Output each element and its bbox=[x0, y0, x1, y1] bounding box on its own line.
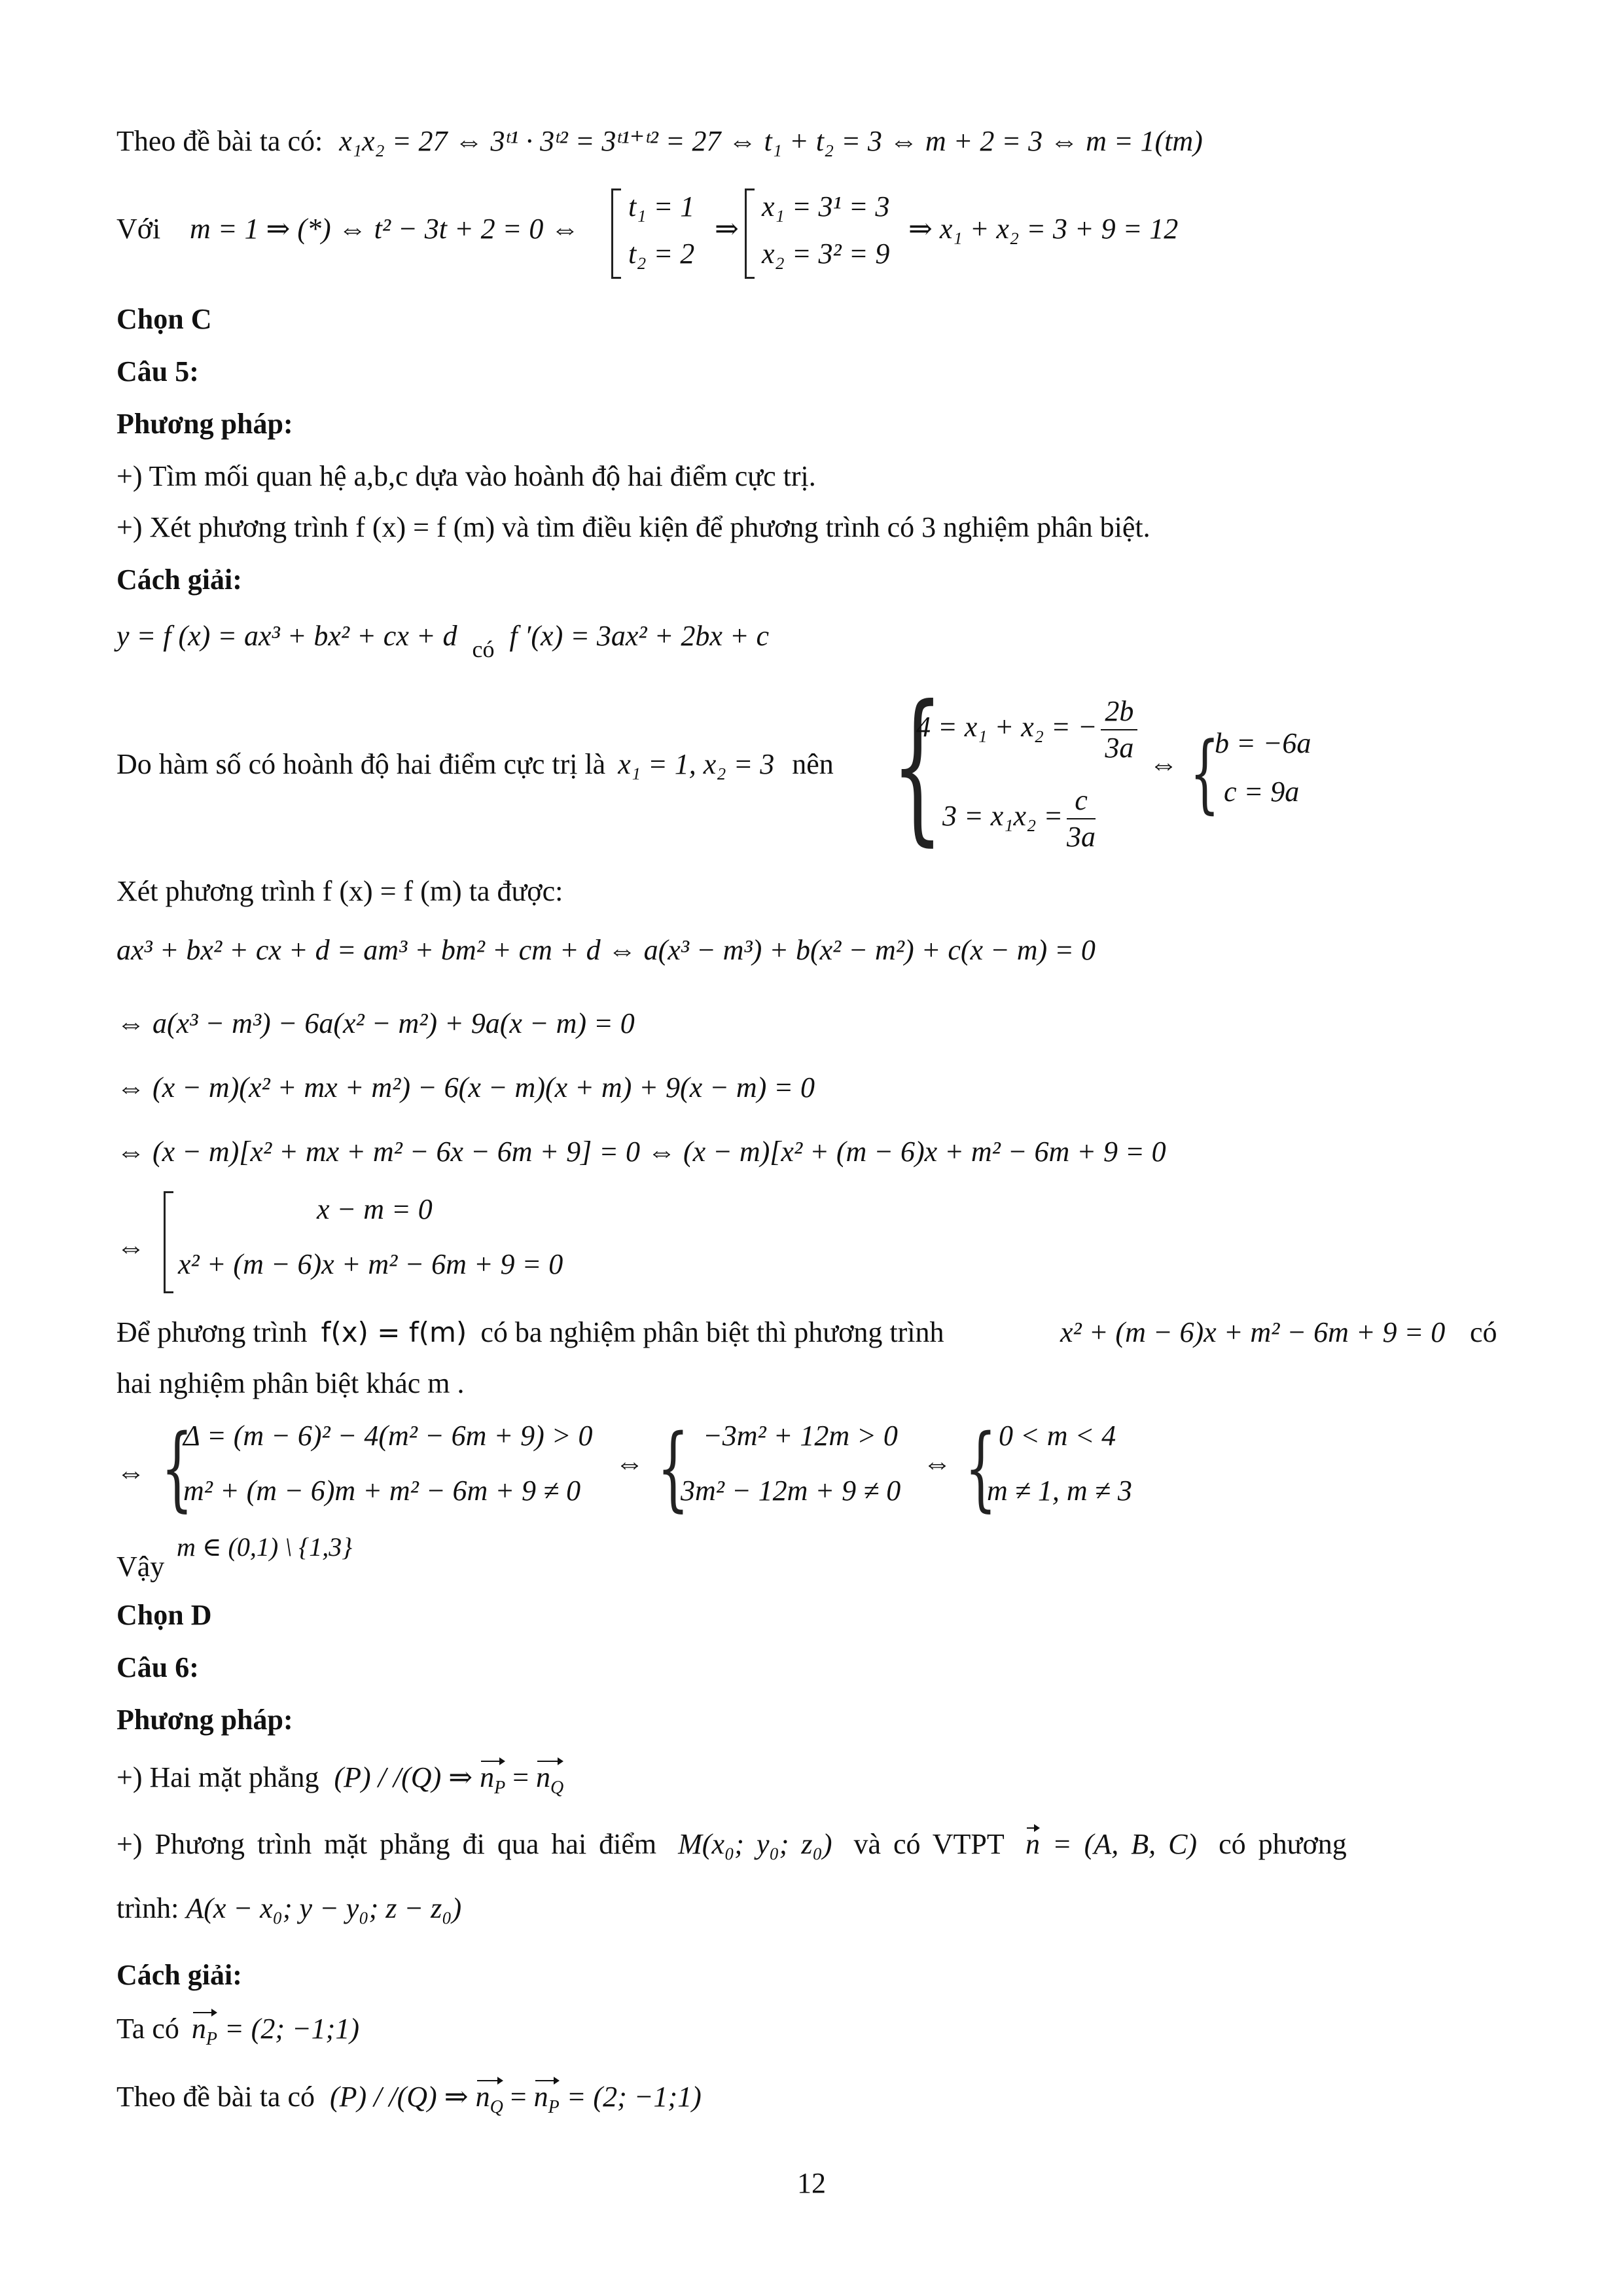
text-span: Xét phương trình f (x) = f (m) ta được: bbox=[116, 875, 563, 907]
math-expression: t₁ = 1 bbox=[628, 190, 695, 223]
system-brace: { bbox=[891, 670, 944, 861]
system-brace: { bbox=[657, 1415, 689, 1522]
math-symbol: ⇔ bbox=[116, 1456, 145, 1488]
math-expression: ⇔ (x − m)[x² + mx + m² − 6x − 6m + 9] = 0 ⇔ (x − m)[x² + (m − 6)x + m² − 6m + 9 = 0 bbox=[116, 1136, 1166, 1168]
page-number: 12 bbox=[797, 2167, 826, 2199]
math-row bbox=[942, 783, 1099, 855]
text-span: Theo đề bài ta có: bbox=[116, 125, 323, 157]
text-span: Theo đề bài ta có bbox=[116, 2081, 315, 2113]
math-expression: 3m² − 12m + 9 ≠ 0 bbox=[681, 1475, 901, 1507]
system-brace: { bbox=[161, 1415, 193, 1522]
case-bracket bbox=[745, 188, 755, 279]
math-expression: ⇒ x₁ + x₂ = 3 + 9 = 12 bbox=[908, 213, 1179, 245]
section-heading: Phương pháp: bbox=[116, 1704, 293, 1736]
text-line bbox=[116, 123, 1203, 160]
vector-symbol: n bbox=[536, 1761, 551, 1793]
text-span: có phương bbox=[1219, 1828, 1347, 1860]
text-span: +) Phương trình mặt phẳng đi qua hai điểm bbox=[116, 1828, 657, 1860]
text-span: có ba nghiệm phân biệt thì phương trình bbox=[480, 1316, 944, 1348]
normal-vector bbox=[476, 2079, 503, 2126]
math-expression: c = 9a bbox=[1224, 776, 1300, 808]
text-line bbox=[116, 873, 563, 910]
text-line bbox=[116, 618, 770, 662]
vector-subscript: Q bbox=[550, 1777, 564, 1798]
math-expression: x₂ = 3² = 9 bbox=[762, 238, 890, 270]
math-expression: m ≠ 1, m ≠ 3 bbox=[987, 1475, 1132, 1507]
vector-symbol: n bbox=[475, 2081, 490, 2113]
math-symbol: ⇔ bbox=[116, 1231, 145, 1263]
math-expression: 3 = x₁x₂ = bbox=[942, 800, 1063, 833]
math-symbol: ⇔ bbox=[615, 1447, 644, 1479]
math-expression: b = −6a bbox=[1215, 727, 1311, 759]
math-symbol: ⇒ bbox=[715, 213, 739, 245]
answer-heading: Chọn D bbox=[116, 1599, 212, 1631]
math-symbol: = bbox=[512, 1761, 529, 1793]
system-brace: { bbox=[965, 1415, 997, 1522]
math-expression: x₁ = 3¹ = 3 bbox=[762, 190, 890, 223]
math-expression: x² + (m − 6)x + m² − 6m + 9 = 0 bbox=[178, 1248, 563, 1280]
text-span: Ta có bbox=[116, 2013, 179, 2045]
section-heading: Cách giải: bbox=[116, 564, 242, 596]
numerator: 2b bbox=[1101, 694, 1137, 730]
math-expression: A(x − x₀; y − y₀; z − z₀) bbox=[186, 1892, 462, 1924]
text-span: Để phương trình bbox=[116, 1316, 308, 1348]
math-expression: x − m = 0 bbox=[317, 1193, 433, 1225]
text-line: +) Tìm mối quan hệ a,b,c dựa vào hoành độ hai điểm cực trị. bbox=[116, 460, 816, 492]
normal-vector: n bbox=[1026, 1826, 1040, 1863]
vector-symbol: n bbox=[480, 1761, 495, 1793]
math-expression: ax³ + bx² + cx + d = am³ + bm² + cm + d ⇔ a(x³ − m³) + b(x² − m²) + c(x − m) = 0 bbox=[116, 934, 1096, 966]
system-brace: { bbox=[1190, 723, 1220, 823]
math-expression: ⇔ a(x³ − m³) − 6a(x² − m²) + 9a(x − m) = 0 bbox=[116, 1007, 635, 1039]
text-line bbox=[116, 1890, 461, 1927]
text-line bbox=[116, 1314, 944, 1351]
section-heading: Phương pháp: bbox=[116, 408, 293, 440]
text-line bbox=[116, 746, 834, 783]
math-expression: x₁ = 1, x₂ = 3 bbox=[618, 748, 775, 780]
math-expression: 4 = x₁ + x₂ = − bbox=[916, 711, 1097, 744]
denominator: 3a bbox=[1067, 821, 1096, 853]
vector-subscript: P bbox=[205, 2028, 217, 2049]
text-line bbox=[116, 2079, 702, 2126]
denominator: 3a bbox=[1105, 732, 1134, 764]
math-symbol: = bbox=[510, 2081, 527, 2113]
math-expression: m² + (m − 6)m + m² − 6m + 9 ≠ 0 bbox=[183, 1475, 581, 1507]
vector-subscript: P bbox=[548, 2096, 560, 2117]
text-line bbox=[116, 1759, 563, 1806]
text-line bbox=[116, 2011, 359, 2058]
math-expression: Δ = (m − 6)² − 4(m² − 6m + 9) > 0 bbox=[183, 1420, 593, 1452]
math-expression: y = f (x) = ax³ + bx² + cx + d bbox=[116, 620, 457, 652]
case-bracket bbox=[164, 1191, 173, 1293]
math-row bbox=[916, 694, 1141, 766]
text-span: +) Hai mặt phẳng bbox=[116, 1761, 319, 1793]
fraction bbox=[1101, 694, 1137, 766]
text-span: có bbox=[1470, 1316, 1497, 1348]
text-line bbox=[116, 1826, 1347, 1863]
normal-vector bbox=[192, 2011, 217, 2058]
text-line bbox=[116, 1549, 164, 1585]
text-span: Vậy bbox=[116, 1551, 165, 1583]
math-symbol: ⇔ bbox=[1149, 748, 1178, 780]
section-heading: Cách giải: bbox=[116, 1959, 242, 1991]
math-expression: = (A, B, C) bbox=[1052, 1828, 1198, 1860]
numerator: c bbox=[1067, 783, 1096, 819]
text-line: +) Xét phương trình f (x) = f (m) và tìm điều kiện để phương trình có 3 nghiệm phân biệt. bbox=[116, 511, 1150, 543]
math-expression: x² + (m − 6)x + m² − 6m + 9 = 0 bbox=[1060, 1316, 1446, 1348]
math-symbol: ⇔ bbox=[923, 1447, 952, 1479]
math-expression: m ∈ (0,1) \ {1,3} bbox=[177, 1532, 353, 1562]
math-expression: (P) / /(Q) ⇒ bbox=[334, 1761, 473, 1793]
math-expression: (P) / /(Q) ⇒ bbox=[329, 2081, 469, 2113]
math-expression: ⇔ (x − m)(x² + mx + m²) − 6(x − m)(x + m) + 9(x − m) = 0 bbox=[116, 1071, 815, 1103]
math-expression: 0 < m < 4 bbox=[999, 1420, 1116, 1452]
case-bracket bbox=[611, 188, 621, 279]
fraction bbox=[1067, 783, 1096, 855]
math-expression: = (2; −1;1) bbox=[566, 2081, 702, 2113]
vector-subscript: P bbox=[494, 1777, 506, 1798]
text-span: Do hàm số có hoành độ hai điểm cực trị là bbox=[116, 748, 606, 780]
text-span: nên bbox=[792, 748, 834, 780]
text-span: Với bbox=[116, 213, 161, 245]
answer-heading: Chọn C bbox=[116, 303, 212, 335]
vector-subscript: Q bbox=[490, 2096, 503, 2117]
math-expression: f(x) = f(m) bbox=[321, 1316, 467, 1348]
text-line: hai nghiệm phân biệt khác m . bbox=[116, 1367, 465, 1399]
text-span: và có VTPT bbox=[853, 1828, 1004, 1860]
math-expression: −3m² + 12m > 0 bbox=[703, 1420, 898, 1452]
math-expression: f ′(x) = 3ax² + 2bx + c bbox=[509, 620, 770, 652]
vector-symbol: n bbox=[191, 2013, 206, 2045]
math-expression: = (2; −1;1) bbox=[224, 2013, 359, 2045]
normal-vector bbox=[480, 1759, 505, 1806]
text-span: có bbox=[472, 636, 495, 662]
math-expression: x₁x₂ = 27 ⇔ 3ᵗ¹ · 3ᵗ² = 3ᵗ¹⁺ᵗ² = 27 ⇔ t₁ + t₂ = 3 ⇔ m + 2 = 3 ⇔ m = 1(tm) bbox=[339, 125, 1203, 157]
math-expression: M(x₀; y₀; z₀) bbox=[678, 1828, 832, 1860]
math-expression: t₂ = 2 bbox=[628, 238, 695, 270]
math-expression: m = 1 ⇒ (*) ⇔ t² − 3t + 2 = 0 ⇔ bbox=[190, 213, 580, 245]
question-heading: Câu 6: bbox=[116, 1651, 199, 1683]
normal-vector bbox=[536, 1759, 563, 1806]
text-line bbox=[116, 211, 160, 247]
text-span: trình: bbox=[116, 1892, 179, 1924]
normal-vector bbox=[534, 2079, 560, 2126]
vector-symbol: n bbox=[533, 2081, 548, 2113]
question-heading: Câu 5: bbox=[116, 355, 199, 387]
